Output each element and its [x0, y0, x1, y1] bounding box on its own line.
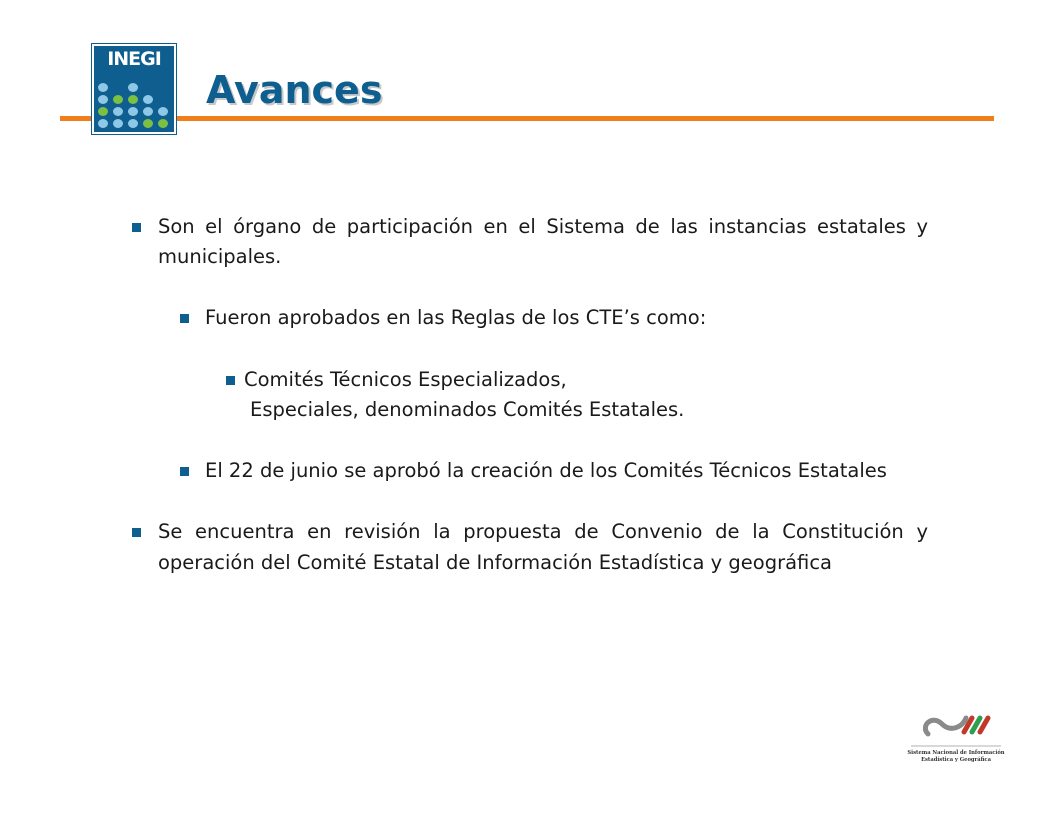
bullet-square-icon: [132, 528, 141, 537]
bullet-item-4: [130, 456, 928, 486]
bullet-text-5: Se encuentra en revisión la propuesta de Convenio de la Constitución y operación del Comité Estatal de Información Estadística y geográfica: [158, 520, 928, 574]
sni-logo-caption: [906, 750, 1006, 763]
inegi-logo-text: INEGI: [107, 48, 161, 70]
header-divider: [60, 116, 994, 121]
bullet-text-3b: Especiales, denominados Comités Estatales.: [250, 397, 685, 421]
bullet-text-2: Fueron aprobados en las Reglas de los CTE’s como:: [205, 306, 707, 330]
bullet-text-4: El 22 de junio se aprobó la creación de los Comités Técnicos Estatales: [205, 459, 887, 483]
bullet-item-5: [130, 517, 928, 577]
bullet-text-3a: Comités Técnicos Especializados,: [244, 367, 567, 391]
sni-logo-mark-icon: [906, 706, 1006, 750]
inegi-logo: [92, 44, 176, 134]
sni-logo-line2: Estadística y Geográfica: [921, 756, 991, 763]
slide-content: [130, 212, 928, 609]
bullet-item-2: [130, 303, 928, 333]
bullet-square-icon: [180, 467, 189, 476]
page-title: Avances: [206, 68, 383, 112]
bullet-item-3: [130, 365, 928, 425]
sni-logo-line1: Sistema Nacional de Información: [907, 750, 1005, 756]
bullet-text-1: Son el órgano de participación en el Sistema de las instancias estatales y municipales.: [158, 215, 928, 269]
bullet-square-icon: [132, 223, 141, 232]
bullet-item-1: [130, 212, 928, 272]
bullet-square-icon: [180, 314, 189, 323]
inegi-logo-grid-icon: [98, 76, 170, 128]
bullet-square-icon: [226, 376, 235, 385]
sni-logo: [906, 706, 1006, 772]
